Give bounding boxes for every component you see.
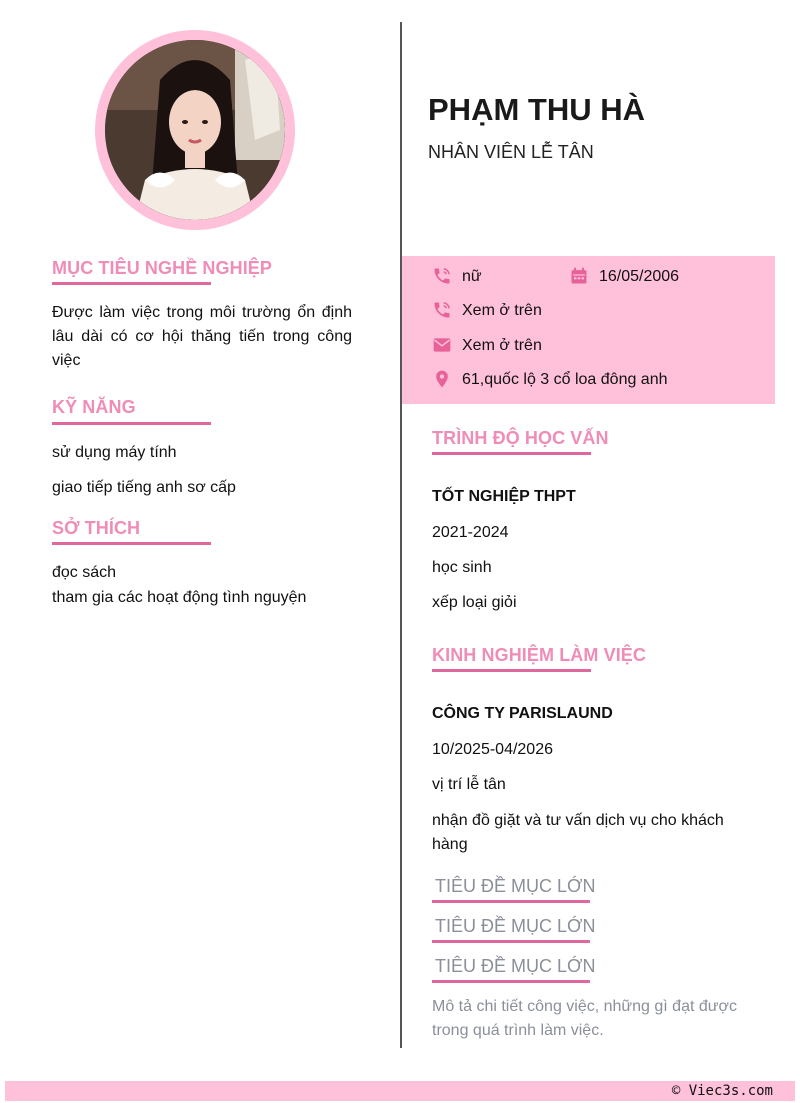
education-role: học sinh bbox=[432, 559, 492, 576]
hobby-item: đọc sách bbox=[52, 564, 117, 581]
hobbies-title-underline bbox=[52, 542, 211, 545]
experience-company: CÔNG TY PARISLAUND bbox=[432, 705, 613, 722]
phone-icon bbox=[432, 300, 452, 320]
avatar bbox=[105, 40, 285, 220]
education-title-underline bbox=[432, 452, 591, 455]
gender-value: nữ bbox=[462, 268, 482, 285]
experience-title: KINH NGHIỆM LÀM VIỆC bbox=[432, 645, 647, 665]
skill-item: giao tiếp tiếng anh sơ cấp bbox=[52, 479, 236, 496]
skills-title: KỸ NĂNG bbox=[52, 397, 136, 417]
footer-band bbox=[5, 1081, 795, 1101]
experience-position: vị trí lễ tân bbox=[432, 776, 506, 793]
objective-title: MỤC TIÊU NGHỀ NGHIỆP bbox=[52, 258, 273, 278]
placeholder-title-underline bbox=[432, 900, 590, 903]
skill-item: sử dụng máy tính bbox=[52, 444, 177, 461]
phone-icon bbox=[432, 266, 452, 286]
placeholder-section-title: TIÊU ĐỀ MỤC LỚN bbox=[435, 876, 596, 896]
education-result: xếp loại giỏi bbox=[432, 594, 517, 611]
mail-icon bbox=[432, 335, 452, 355]
email-value: Xem ở trên bbox=[462, 337, 542, 354]
phone-value: Xem ở trên bbox=[462, 302, 542, 319]
calendar-icon bbox=[569, 266, 589, 286]
placeholder-description: Mô tả chi tiết công việc, những gì đạt được trong quá trình làm việc. bbox=[432, 998, 737, 1039]
placeholder-title-underline bbox=[432, 980, 590, 983]
placeholder-title-underline bbox=[432, 940, 590, 943]
hobbies-title: SỞ THÍCH bbox=[52, 518, 141, 538]
footer-copyright: © Viec3s.com bbox=[671, 1083, 773, 1099]
placeholder-section-title: TIÊU ĐỀ MỤC LỚN bbox=[435, 956, 596, 976]
objective-title-underline bbox=[52, 282, 211, 285]
education-title: TRÌNH ĐỘ HỌC VẤN bbox=[432, 428, 609, 448]
experience-period: 10/2025-04/2026 bbox=[432, 741, 553, 758]
birthdate-value: 16/05/2006 bbox=[599, 268, 680, 285]
education-school: TỐT NGHIỆP THPT bbox=[432, 488, 576, 505]
candidate-role: NHÂN VIÊN LỄ TÂN bbox=[428, 142, 594, 162]
column-divider bbox=[400, 22, 402, 1048]
experience-description: nhận đồ giặt và tư vấn dịch vụ cho khách hàng bbox=[432, 812, 724, 853]
address-value: 61,quốc lộ 3 cổ loa đông anh bbox=[462, 371, 668, 388]
location-icon bbox=[432, 369, 452, 389]
education-period: 2021-2024 bbox=[432, 524, 509, 541]
skills-title-underline bbox=[52, 422, 211, 425]
candidate-name: PHẠM THU HÀ bbox=[428, 92, 645, 127]
placeholder-section-title: TIÊU ĐỀ MỤC LỚN bbox=[435, 916, 596, 936]
experience-title-underline bbox=[432, 669, 591, 672]
hobby-item: tham gia các hoạt động tình nguyện bbox=[52, 589, 307, 606]
objective-text: Được làm việc trong môi trường ổn định lâu dài có cơ hội thăng tiến trong công việc bbox=[52, 304, 352, 369]
